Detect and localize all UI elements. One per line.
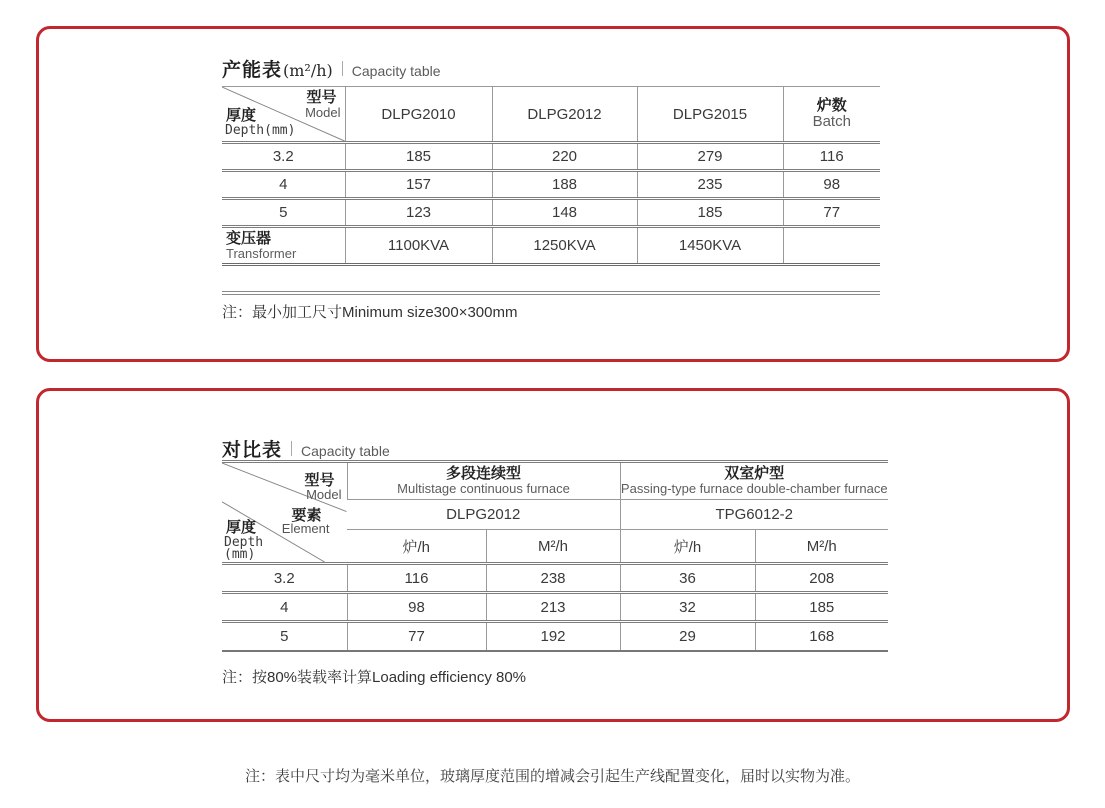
corner-element-cn: 要素 bbox=[291, 507, 322, 524]
value-cell: 116 bbox=[347, 564, 486, 593]
depth-cell: 3.2 bbox=[273, 569, 295, 587]
value-cell: 32 bbox=[620, 593, 755, 622]
unit-header: 炉/h bbox=[402, 538, 430, 556]
unit-header: 炉/h bbox=[620, 530, 755, 564]
furnace-type-cn: 双室炉型 bbox=[724, 465, 785, 483]
value-cell: 98 bbox=[783, 171, 880, 199]
furnace-type-row bbox=[222, 462, 888, 500]
value-cell: 98 bbox=[347, 593, 486, 622]
comparison-table-title bbox=[222, 435, 390, 462]
table-row-depth-4 bbox=[222, 171, 880, 199]
value-cell: 279 bbox=[637, 143, 783, 171]
corner-depth-en2: (mm) bbox=[224, 547, 256, 562]
depth-cell: 4 bbox=[279, 176, 288, 193]
value-cell: 188 bbox=[492, 171, 637, 199]
value-cell: 29 bbox=[620, 622, 755, 651]
corner-model-en: Model bbox=[305, 105, 341, 120]
value-cell: 123 bbox=[345, 199, 492, 227]
model-dlpg2012: DLPG2012 bbox=[347, 500, 620, 530]
table-row-depth-3-2 bbox=[222, 564, 888, 593]
depth-cell: 3.2 bbox=[272, 148, 294, 165]
capacity-panel bbox=[36, 26, 1070, 362]
value-cell: 185 bbox=[345, 143, 492, 171]
col-header-batch bbox=[783, 87, 880, 143]
model-tpg6012-2: TPG6012-2 bbox=[620, 500, 888, 530]
transformer-label-en: Transformer bbox=[226, 245, 297, 261]
value-cell: 238 bbox=[486, 564, 620, 593]
corner-depth-en1: Depth bbox=[224, 535, 264, 550]
unit-header: M²/h bbox=[755, 530, 888, 564]
col-header-dlpg2012: DLPG2012 bbox=[492, 87, 637, 143]
furnace-type-cn: 多段连续型 bbox=[445, 465, 521, 483]
furnace-type-double-chamber bbox=[620, 462, 888, 500]
corner-depth-en: Depth(mm) bbox=[225, 123, 296, 138]
depth-cell: 5 bbox=[279, 204, 288, 221]
table-row-transformer bbox=[222, 227, 880, 265]
transformer-label-cn: 变压器 bbox=[226, 229, 272, 247]
value-cell: 116 bbox=[783, 143, 880, 171]
comparison-title-cn: 对比表 bbox=[222, 440, 283, 461]
capacity-header-row bbox=[222, 87, 880, 143]
value-cell: 77 bbox=[783, 199, 880, 227]
value-cell: 235 bbox=[637, 171, 783, 199]
capacity-table-title bbox=[222, 55, 441, 82]
corner-element-en: Element bbox=[281, 521, 330, 536]
depth-cell: 5 bbox=[280, 627, 289, 645]
comparison-title-en: Capacity table bbox=[301, 443, 390, 459]
corner-model-cn: 型号 bbox=[304, 472, 335, 489]
value-cell: 36 bbox=[620, 564, 755, 593]
table-row-depth-5 bbox=[222, 199, 880, 227]
value-cell: 213 bbox=[486, 593, 620, 622]
value-cell: 1450KVA bbox=[637, 227, 783, 265]
value-cell: 185 bbox=[755, 593, 888, 622]
value-cell: 77 bbox=[347, 622, 486, 651]
title-divider bbox=[342, 61, 343, 76]
furnace-type-multistage bbox=[347, 462, 620, 500]
corner-model-en: Model bbox=[306, 487, 342, 502]
value-cell: 185 bbox=[637, 199, 783, 227]
divider-double-line bbox=[222, 291, 880, 295]
capacity-note: 注：最小加工尺寸Minimum size300×300mm bbox=[222, 304, 518, 321]
comparison-panel bbox=[36, 388, 1070, 722]
value-cell: 220 bbox=[492, 143, 637, 171]
value-cell: 1250KVA bbox=[492, 227, 637, 265]
unit-header: M²/h bbox=[486, 530, 620, 564]
capacity-title-unit: (m²/h) bbox=[283, 61, 333, 80]
table-row-depth-4 bbox=[222, 593, 888, 622]
depth-cell: 4 bbox=[280, 598, 289, 616]
table-row-depth-3-2 bbox=[222, 143, 880, 171]
corner-cell-model-depth bbox=[222, 87, 345, 143]
col-header-dlpg2010: DLPG2010 bbox=[345, 87, 492, 143]
table-row-depth-5 bbox=[222, 622, 888, 651]
value-cell: 157 bbox=[345, 171, 492, 199]
furnace-type-en: Multistage continuous furnace bbox=[397, 481, 570, 497]
corner-model-cn: 型号 bbox=[306, 89, 337, 106]
capacity-table bbox=[222, 86, 880, 266]
corner-cell-model-element-depth bbox=[222, 462, 347, 564]
comparison-table bbox=[222, 460, 888, 652]
corner-depth-cn: 厚度 bbox=[226, 107, 257, 124]
value-cell: 1100KVA bbox=[345, 227, 492, 265]
batch-header-en: Batch bbox=[812, 113, 851, 131]
col-header-dlpg2015: DLPG2015 bbox=[637, 87, 783, 143]
comparison-note: 注：按80%装载率计算Loading efficiency 80% bbox=[222, 669, 527, 686]
value-cell: 192 bbox=[486, 622, 620, 651]
furnace-type-en: Passing-type furnace double-chamber furnace bbox=[620, 481, 888, 497]
page-bottom-note: 注：表中尺寸均为毫米单位，玻璃厚度范围的增减会引起生产线配置变化，届时以实物为准。 bbox=[244, 768, 860, 785]
capacity-title-en: Capacity table bbox=[351, 63, 441, 79]
corner-depth-cn: 厚度 bbox=[226, 519, 257, 536]
value-cell: 148 bbox=[492, 199, 637, 227]
batch-header-cn: 炉数 bbox=[816, 97, 847, 115]
transformer-label-cell bbox=[222, 227, 345, 265]
value-cell: 208 bbox=[755, 564, 888, 593]
value-cell: 168 bbox=[755, 622, 888, 651]
value-cell-empty bbox=[783, 227, 880, 265]
capacity-title-cn: 产能表 bbox=[222, 60, 283, 81]
title-divider bbox=[291, 441, 292, 456]
